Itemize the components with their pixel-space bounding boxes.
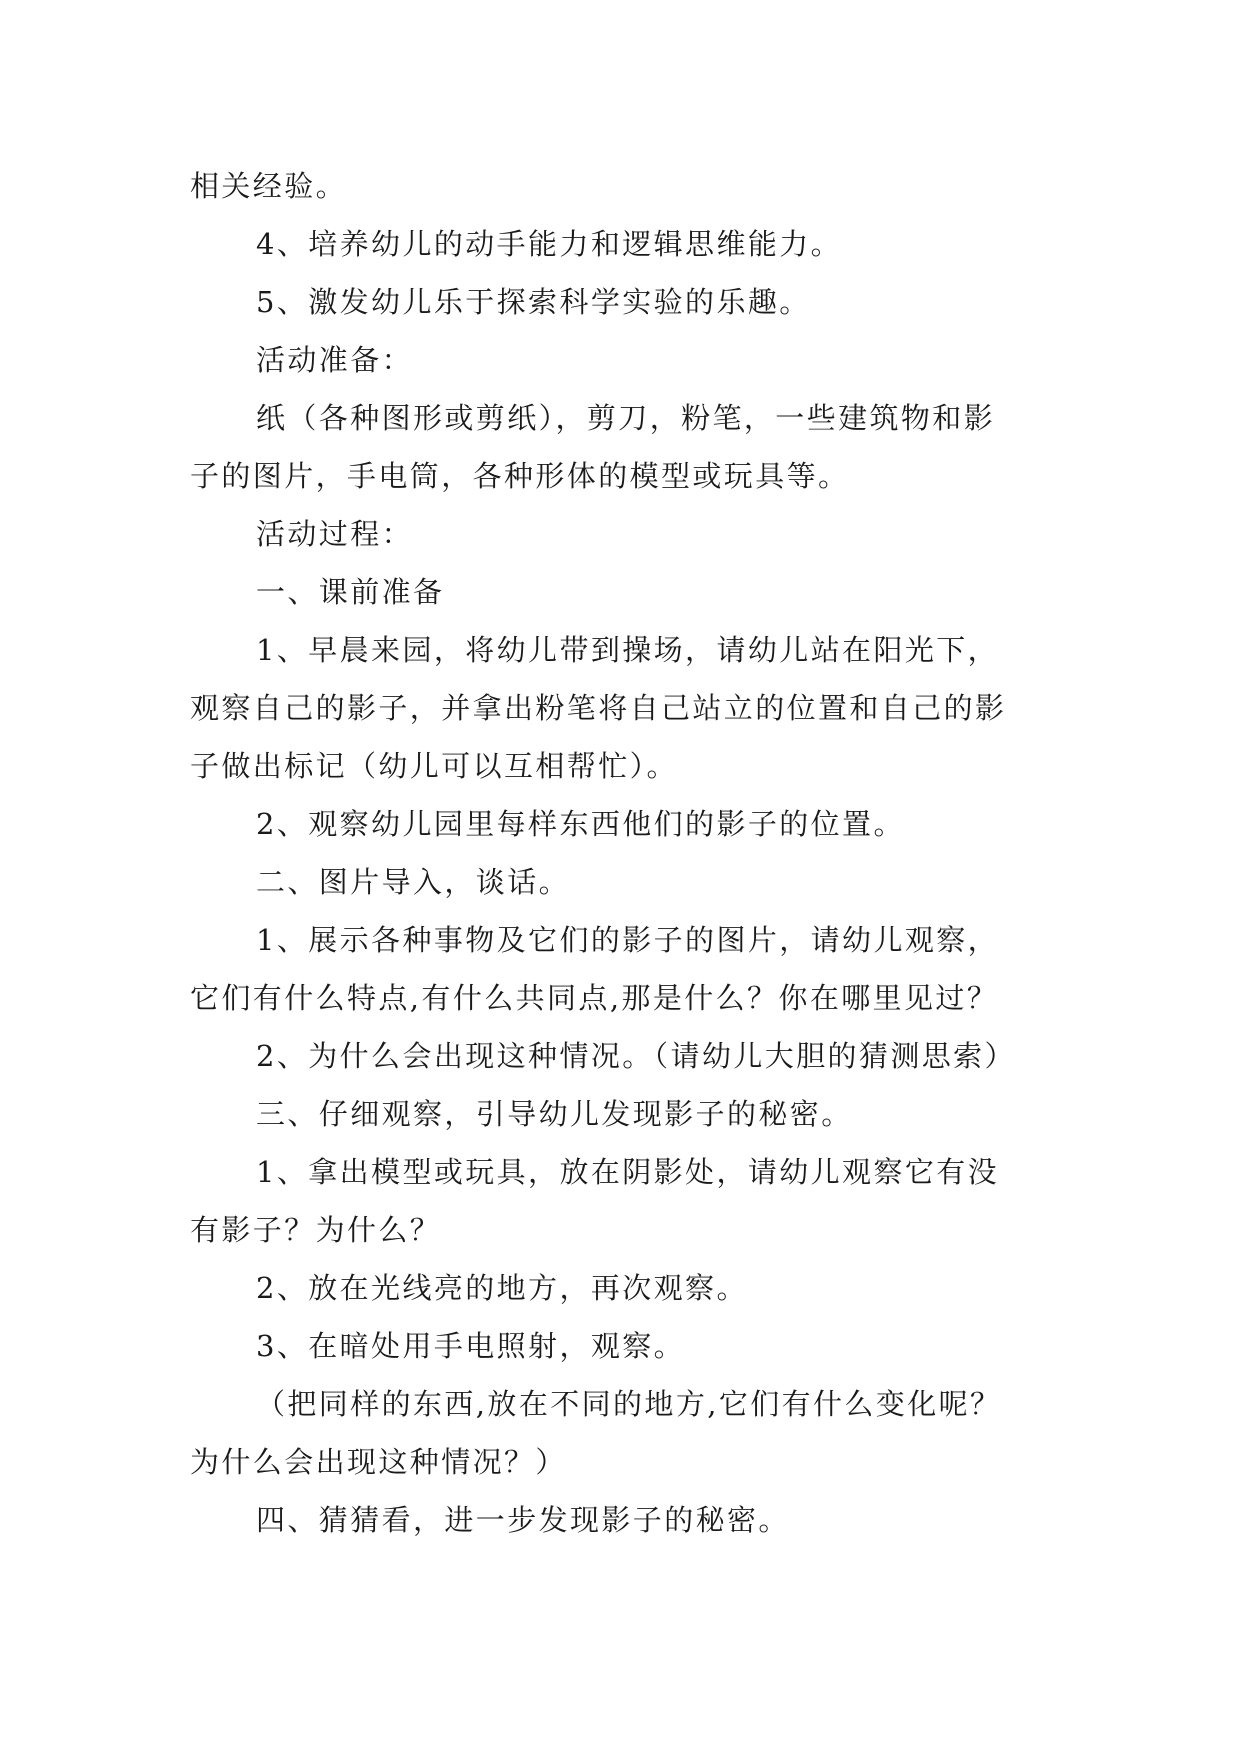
text-line-5: 纸（各种图形或剪纸），剪刀，粉笔，一些建筑物和影 bbox=[256, 401, 996, 435]
text-line-10: 观察自己的影子，并拿出粉笔将自己站立的位置和自己的影 bbox=[190, 691, 1007, 725]
text-line-18: 1、拿出模型或玩具，放在阴影处，请幼儿观察它有没 bbox=[256, 1155, 1000, 1189]
text-line-19: 有影子？为什么？ bbox=[190, 1213, 442, 1247]
text-line-7: 活动过程： bbox=[256, 517, 414, 551]
text-line-21: 3、在暗处用手电照射，观察。 bbox=[256, 1329, 686, 1363]
text-line-20: 2、放在光线亮的地方，再次观察。 bbox=[256, 1271, 748, 1305]
text-line-1: 相关经验。 bbox=[190, 169, 348, 203]
text-line-8: 一、课前准备 bbox=[256, 575, 445, 609]
text-line-3: 5、激发幼儿乐于探索科学实验的乐趣。 bbox=[256, 285, 811, 319]
text-line-12: 2、观察幼儿园里每样东西他们的影子的位置。 bbox=[256, 807, 905, 841]
text-line-6: 子的图片，手电筒，各种形体的模型或玩具等。 bbox=[190, 459, 850, 493]
text-line-17: 三、仔细观察，引导幼儿发现影子的秘密。 bbox=[256, 1097, 853, 1131]
text-line-13: 二、图片导入，谈话。 bbox=[256, 865, 571, 899]
text-line-9: 1、早晨来园，将幼儿带到操场，请幼儿站在阳光下， bbox=[256, 633, 1000, 667]
text-line-24: 四、猜猜看，进一步发现影子的秘密。 bbox=[256, 1503, 790, 1537]
text-line-23: 为什么会出现这种情况？） bbox=[190, 1445, 567, 1479]
text-line-16: 2、为什么会出现这种情况。（请幼儿大胆的猜测思索） bbox=[256, 1039, 1016, 1073]
text-line-2: 4、培养幼儿的动手能力和逻辑思维能力。 bbox=[256, 227, 843, 261]
text-line-15: 它们有什么特点,有什么共同点,那是什么？你在哪里见过？ bbox=[190, 981, 999, 1015]
text-line-22: （把同样的东西,放在不同的地方,它们有什么变化呢？ bbox=[256, 1387, 1002, 1421]
text-line-14: 1、展示各种事物及它们的影子的图片，请幼儿观察， bbox=[256, 923, 1000, 957]
text-line-11: 子做出标记（幼儿可以互相帮忙）。 bbox=[190, 749, 678, 783]
text-line-4: 活动准备： bbox=[256, 343, 414, 377]
